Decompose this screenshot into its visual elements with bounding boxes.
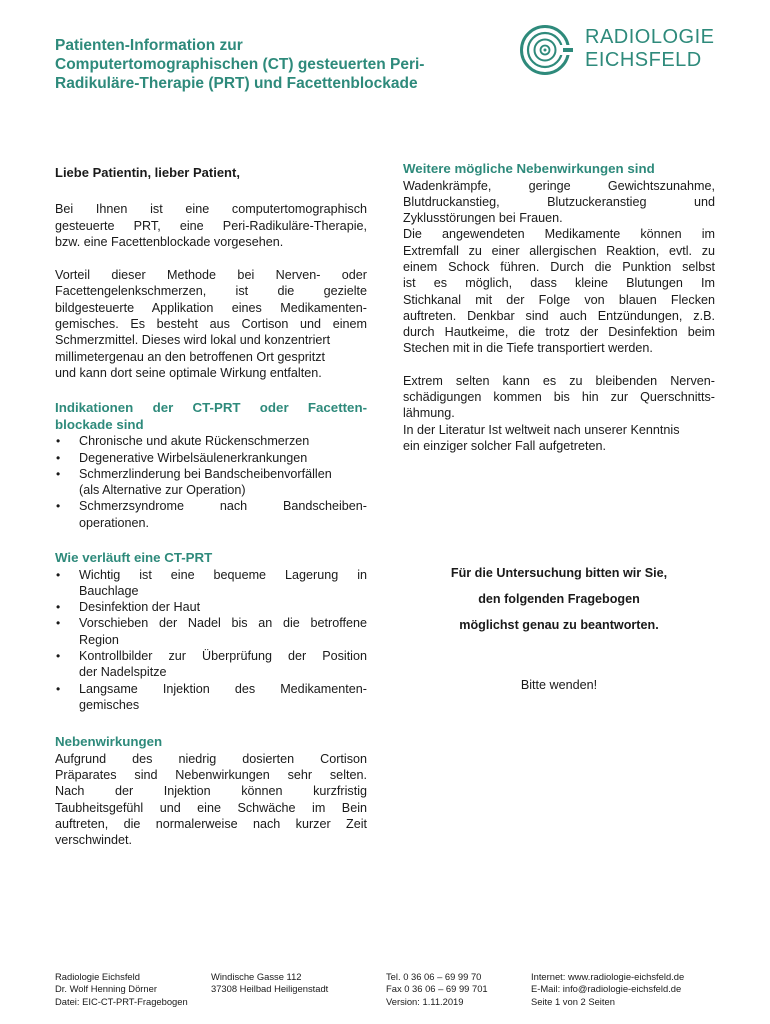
further-side-effects-heading: Weitere mögliche Nebenwirkungen sind (403, 161, 655, 176)
text-line: Wadenkrämpfe, geringe Gewichtszunahme, (403, 178, 715, 193)
footer-address (211, 971, 328, 996)
text-line: Aufgrund des niedrig dosierten Cortison (55, 751, 367, 766)
text-line: gesteuerte PRT, eine Peri-Radikuläre-Therapie, (55, 218, 367, 233)
footer-line: 37308 Heilbad Heiligenstadt (211, 983, 329, 995)
list-item-text: • Kontrollbilder zur Überprüfung der Position (79, 649, 367, 664)
logo-line-1: RADIOLOGIE (585, 26, 715, 48)
heading-line: Indikationen der CT-PRT oder Facetten- (55, 400, 367, 416)
footer-line: Radiologie Eichsfeld (55, 971, 140, 982)
indications-list (55, 433, 367, 531)
text-line: und kann dort seine optimale Wirkung entfalten. (55, 365, 322, 380)
text-line: Stichkanal mit der Folge von blauen Flecken (403, 292, 715, 307)
procedure-heading: Wie verläuft eine CT-PRT (55, 550, 213, 566)
text-line: Facettengelenkschmerzen, ist die gezielte (55, 284, 367, 299)
list-item-text: der Nadelspitze (79, 665, 167, 680)
footer-line: Dr. Wolf Henning Dörner (55, 983, 157, 995)
footer-line: Internet: www.radiologie-eichsfeld.de (531, 971, 685, 982)
text-line: Schmerzmittel. Dieses wird lokal und konzentriert (55, 333, 331, 348)
footer-phone (386, 971, 488, 1008)
list-item (55, 567, 367, 600)
list-item-text: • Schmerzsyndrome nach Bandscheiben- (79, 499, 367, 514)
list-item (55, 615, 367, 648)
advantage-paragraph (55, 267, 367, 381)
questionnaire-request (403, 565, 715, 633)
text-line: auftreten, die normalerweise nach kurzer Zeit (55, 816, 367, 831)
text-line: bzw. eine Facettenblockade vorgesehen. (55, 234, 284, 249)
list-item (55, 466, 367, 499)
request-line: möglichst genau zu beantworten. (459, 618, 659, 632)
list-item-text: • Langsame Injektion des Medikamenten- (79, 681, 367, 696)
title-line: Radikuläre-Therapie (PRT) und Facettenblockade (55, 75, 418, 92)
footer-line: Version: 1.11.2019 (386, 995, 464, 1007)
text-line: Bei Ihnen ist eine computertomographisch (55, 202, 367, 217)
text-line: einem Schock führen. Durch die Punktion selbst (403, 259, 715, 274)
text-line: gemisches. Es besteht aus Cortison und einem (55, 317, 367, 332)
text-line: ein einziger solcher Fall aufgetreten. (403, 438, 607, 453)
footer-web (531, 971, 684, 1008)
intro-paragraph (55, 201, 367, 250)
text-line: millimetergenau an den betroffenen Ort gespritzt (55, 349, 325, 364)
text-line: Präparates sind Nebenwirkungen sehr selten. (55, 768, 367, 783)
footer-line: E-Mail: info@radiologie-eichsfeld.de (531, 983, 682, 995)
rare-effects-paragraph (403, 373, 715, 454)
list-item-text: • Schmerzlinderung bei Bandscheibenvorfällen (79, 466, 332, 481)
heading-line: blockade sind (55, 416, 144, 432)
list-item-text: gemisches (79, 697, 140, 712)
text-line: Nach der Injektion können kurzfristig (55, 784, 367, 799)
radiologie-eichsfeld-logo (515, 24, 725, 76)
text-line: verschwindet. (55, 833, 132, 848)
logo-line-2: EICHSFELD (585, 49, 702, 71)
right-column (403, 161, 715, 454)
footer-line: Seite 1 von 2 Seiten (531, 995, 615, 1007)
left-column (55, 163, 367, 849)
text-line: Blutdruckanstieg, Blutzuckeranstieg und (403, 194, 715, 209)
text-line: Die angewendeten Medikamente können im (403, 227, 715, 242)
footer-line: Tel. 0 36 06 – 69 99 70 (386, 971, 482, 982)
text-line: ist es möglich, dass kleine Blutungen Im (403, 276, 715, 291)
list-item-text: • Vorschieben der Nadel bis an die betroffene (79, 616, 367, 631)
text-line: durch Hautkeime, die trotz der Desinfektion beim (403, 325, 715, 340)
text-line: auftreten. Denkbar sind auch Entzündungen, z.B. (403, 308, 715, 323)
text-line: Vorteil dieser Methode bei Nerven- oder (55, 268, 367, 283)
footer-company (55, 971, 188, 1008)
text-line: lähmung. (403, 406, 455, 421)
text-line: Taubheitsgefühl und eine Schwäche im Bein (55, 800, 367, 815)
list-item (55, 681, 367, 714)
greeting: Liebe Patientin, lieber Patient, (55, 165, 240, 180)
side-effects-paragraph (55, 751, 367, 849)
text-line: Extrem selten kann es zu bleibenden Nerven- (403, 373, 715, 388)
turn-page-note: Bitte wenden! (520, 678, 598, 692)
list-item-text: Bauchlage (79, 583, 139, 598)
footer-line: Datei: EIC-CT-PRT-Fragebogen (55, 995, 188, 1007)
text-line: Extremfall zu einer allergischen Reaktion, evtl. zu (403, 243, 715, 258)
side-effects-heading: Nebenwirkungen (55, 734, 163, 750)
document-title (55, 36, 505, 93)
logo-mark-icon (515, 24, 575, 76)
list-item-text: operationen. (79, 515, 150, 530)
list-item (55, 648, 367, 681)
list-item-text: Region (79, 632, 119, 647)
text-line: Zyklusstörungen bei Frauen. (403, 211, 563, 226)
list-item (55, 498, 367, 531)
procedure-list (55, 567, 367, 714)
indications-heading (55, 400, 367, 433)
text-line: In der Literatur Ist weltweit nach unserer Kenntnis (403, 422, 680, 437)
text-line: Stechen mit in die Tiefe transportiert werden. (403, 341, 653, 356)
text-line: bildgesteuerte Applikation eines Medikamenten- (55, 300, 367, 315)
list-item-text: Chronische und akute Rückenschmerzen (79, 434, 310, 449)
list-item (55, 599, 367, 615)
title-line: Computertomographischen (CT) gesteuerten Peri- (55, 56, 425, 73)
list-item-text: • Wichtig ist eine bequeme Lagerung in (79, 567, 367, 582)
text-line: schädigungen kommen bis hin zur Querschnitts- (403, 390, 715, 405)
list-item (55, 433, 367, 449)
request-line: den folgenden Fragebogen (478, 592, 640, 606)
list-item-text: Desinfektion der Haut (79, 600, 201, 615)
list-item-text: (als Alternative zur Operation) (79, 483, 246, 498)
request-line: Für die Untersuchung bitten wir Sie, (450, 566, 668, 580)
list-item (55, 450, 367, 466)
list-item-text: Degenerative Wirbelsäulenerkrankungen (79, 450, 308, 465)
further-side-effects-paragraph (403, 178, 715, 357)
title-line: Patienten-Information zur (55, 37, 243, 54)
footer-line: Fax 0 36 06 – 69 99 701 (386, 983, 488, 995)
footer-line: Windische Gasse 112 (211, 971, 302, 982)
